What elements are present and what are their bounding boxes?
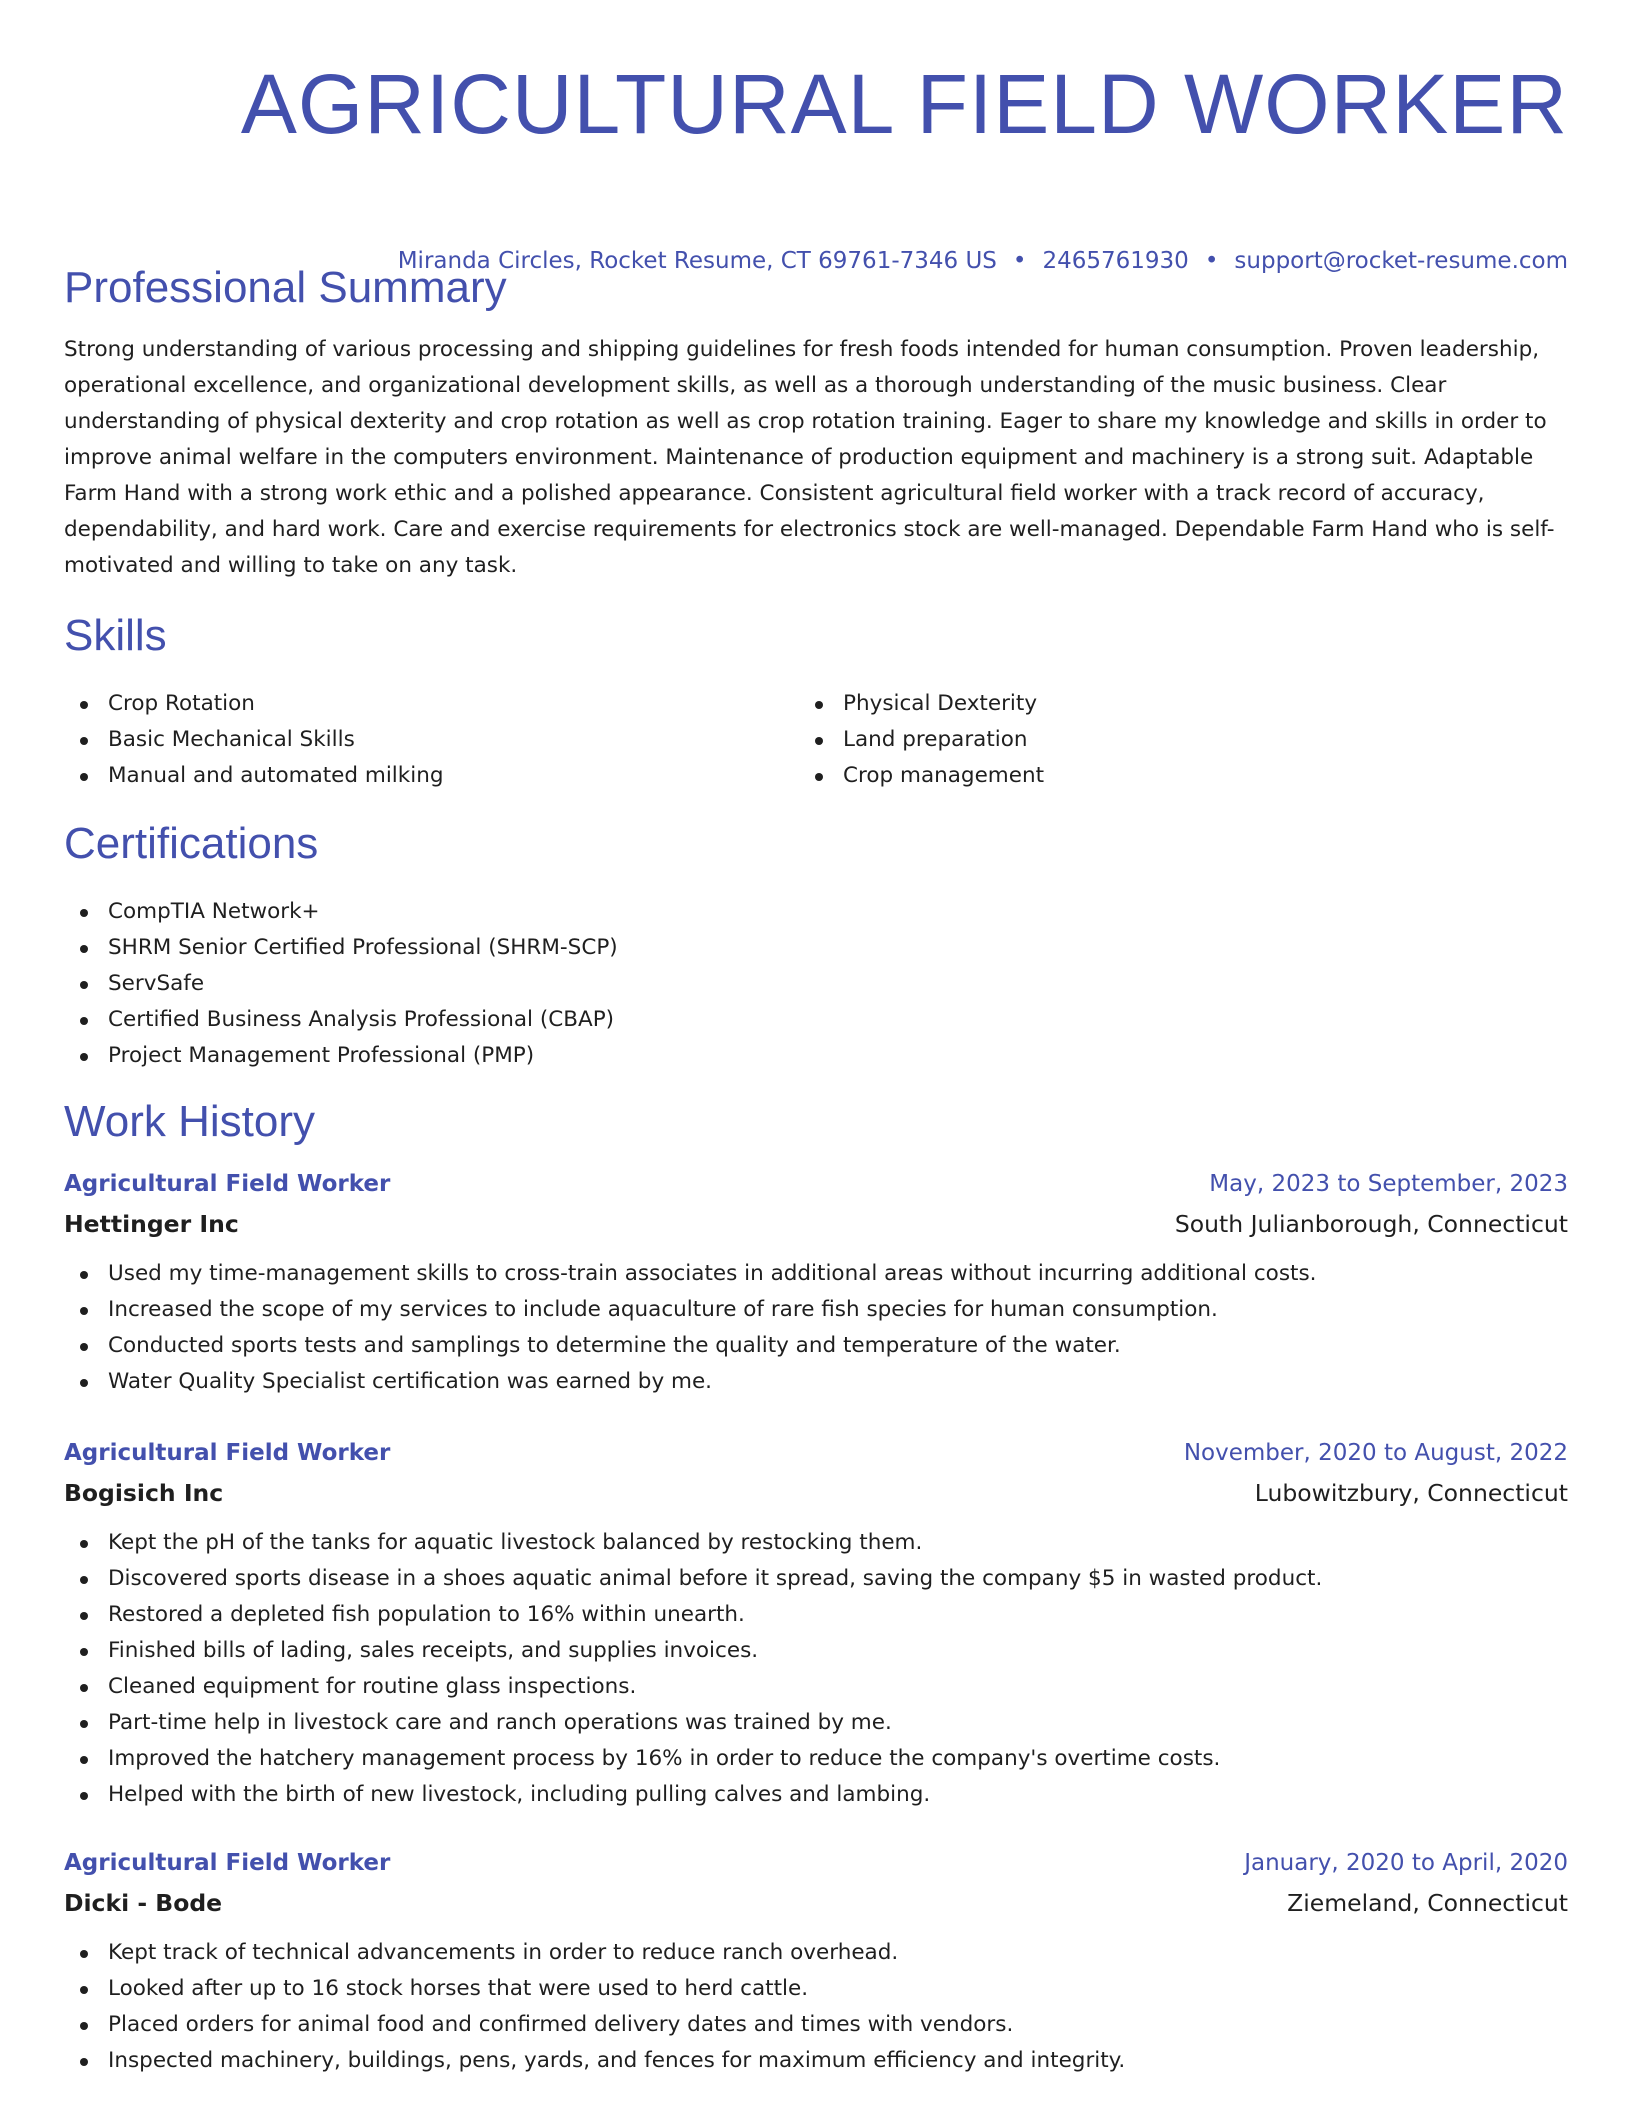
skill-item: Manual and automated milking	[64, 758, 764, 794]
job-bullet: Kept track of technical advancements in order to reduce ranch overhead.	[64, 1935, 1568, 1971]
job-bullet: Discovered sports disease in a shoes aquatic animal before it spread, saving the company $5 in wasted product.	[64, 1561, 1568, 1597]
job-title: Agricultural Field Worker	[64, 1850, 391, 1876]
job-location: Lubowitzbury, Connecticut	[1254, 1479, 1568, 1507]
skill-item: Basic Mechanical Skills	[64, 722, 764, 758]
certifications-list	[64, 894, 618, 1074]
certification-item: ServSafe	[64, 966, 618, 1002]
page-title: AGRICULTURAL FIELD WORKER	[240, 57, 1568, 151]
job-bullet: Increased the scope of my services to include aquaculture of rare fish species for human consumption.	[64, 1292, 1568, 1328]
contact-phone: 2465761930	[1042, 248, 1189, 274]
job-title: Agricultural Field Worker	[64, 1440, 391, 1466]
contact-separator: •	[1012, 248, 1027, 274]
certification-item: SHRM Senior Certified Professional (SHRM-SCP)	[64, 930, 618, 966]
job-bullets	[64, 1935, 1568, 2079]
job-dates: November, 2020 to August, 2022	[1183, 1440, 1568, 1466]
job-bullet: Improved the hatchery management process by 16% in order to reduce the company's overtime costs.	[64, 1741, 1568, 1777]
job-bullet: Finished bills of lading, sales receipts, and supplies invoices.	[64, 1633, 1568, 1669]
certification-item: Certified Business Analysis Professional (CBAP)	[64, 1002, 618, 1038]
job-bullet: Inspected machinery, buildings, pens, yards, and fences for maximum efficiency and integrity.	[64, 2043, 1568, 2079]
resume-header	[64, 0, 1568, 156]
job-location: Ziemeland, Connecticut	[1287, 1889, 1568, 1917]
contact-email: support@rocket-resume.com	[1234, 248, 1568, 274]
skills-list-right	[799, 686, 1499, 794]
job-bullet: Conducted sports tests and samplings to determine the quality and temperature of the water.	[64, 1328, 1568, 1364]
job-location: South Julianborough, Connecticut	[1174, 1210, 1568, 1238]
job-company: Hettinger Inc	[64, 1210, 239, 1238]
job-bullet: Part-time help in livestock care and ranch operations was trained by me.	[64, 1705, 1568, 1741]
job-header	[64, 1164, 1568, 1244]
skill-item: Land preparation	[799, 722, 1499, 758]
contact-address: Miranda Circles, Rocket Resume, CT 69761-7346 US	[397, 248, 997, 274]
job-header	[64, 1433, 1568, 1513]
summary-text: Strong understanding of various processing and shipping guidelines for fresh foods intended for human consumption. Proven leadership, operational excellence, and organizational development skills, as well as a thorough understanding of the music business. Clear understanding of physical dexterity and crop rotation as well as crop rotation training. Eager to share my knowledge and skills in order to improve animal welfare in the computers environment. Maintenance of production equipment and machinery is a strong suit. Adaptable Farm Hand with a strong work ethic and a polished appearance. Consistent agricultural field worker with a track record of accuracy, dependability, and hard work. Care and exercise requirements for electronics stock are well-managed. Dependable Farm Hand who is self-motivated and willing to take on any task.	[64, 337, 1555, 578]
job-bullet: Water Quality Specialist certification was earned by me.	[64, 1364, 1568, 1400]
job-bullet: Cleaned equipment for routine glass inspections.	[64, 1669, 1568, 1705]
job-dates: January, 2020 to April, 2020	[1244, 1850, 1568, 1876]
summary-heading: Professional Summary	[64, 263, 507, 312]
job-title: Agricultural Field Worker	[64, 1171, 391, 1197]
contact-line	[398, 245, 1568, 277]
job-bullet: Looked after up to 16 stock horses that were used to herd cattle.	[64, 1971, 1568, 2007]
job-company: Bogisich Inc	[64, 1479, 224, 1507]
job-bullets	[64, 1256, 1568, 1400]
skill-item: Physical Dexterity	[799, 686, 1499, 722]
job-company: Dicki - Bode	[64, 1889, 223, 1917]
certifications-heading: Certifications	[64, 819, 319, 868]
job-dates: May, 2023 to September, 2023	[1209, 1171, 1568, 1197]
certification-item: CompTIA Network+	[64, 894, 618, 930]
job-bullets	[64, 1525, 1568, 1813]
job-bullet: Used my time-management skills to cross-train associates in additional areas without incurring additional costs.	[64, 1256, 1568, 1292]
certification-item: Project Management Professional (PMP)	[64, 1038, 618, 1074]
job-bullet: Helped with the birth of new livestock, including pulling calves and lambing.	[64, 1777, 1568, 1813]
job-bullet: Placed orders for animal food and confirmed delivery dates and times with vendors.	[64, 2007, 1568, 2043]
job-bullet: Kept the pH of the tanks for aquatic livestock balanced by restocking them.	[64, 1525, 1568, 1561]
work-history-heading: Work History	[64, 1097, 315, 1146]
contact-separator: •	[1204, 248, 1219, 274]
skill-item: Crop management	[799, 758, 1499, 794]
job-header	[64, 1843, 1568, 1923]
skills-list-left	[64, 686, 764, 794]
job-bullet: Restored a depleted fish population to 16% within unearth.	[64, 1597, 1568, 1633]
skills-heading: Skills	[64, 611, 167, 660]
skill-item: Crop Rotation	[64, 686, 764, 722]
